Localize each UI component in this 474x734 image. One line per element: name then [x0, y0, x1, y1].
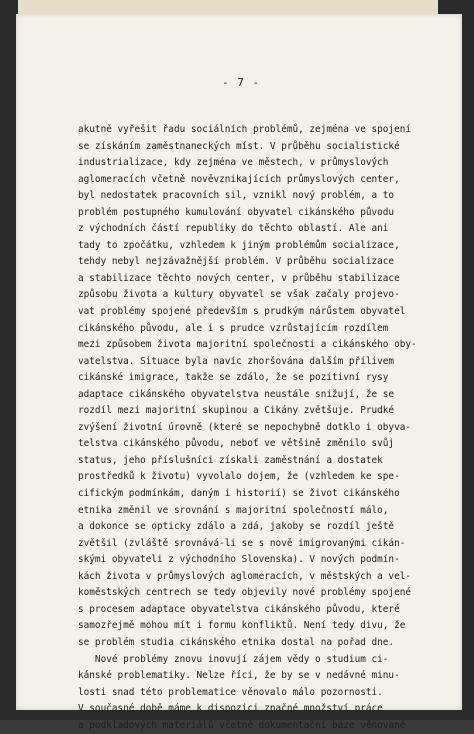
document-page — [16, 14, 462, 731]
text-line: cikánské imigrace, takže se zdálo, že se pozitivní rysy — [78, 372, 389, 384]
text-line: vatelstva. Situace byla navíc zhoršována dalším přílivem — [78, 355, 395, 367]
text-line: rozdíl mezi majoritní skupinou a Cikány zvětšuje. Prudké — [78, 405, 395, 417]
text-line: losti snad této problematice věnovalo málo pozornosti. — [78, 686, 383, 698]
text-line: akutně vyřešit řadu sociálních problémů, zejména ve spojení — [78, 124, 412, 135]
text-line: cikánského původu, ale i s prudce vzrůstajícím rozdílem — [78, 322, 389, 334]
text-line: aglomeracích včetně nověvznikajících průmyslových center, — [78, 173, 400, 185]
text-line: tady to zpočátku, vzhledem k jiným problémům socializace, — [78, 239, 400, 251]
text-line: se získáním zaměstnaneckých míst. V průběhu socialistické — [78, 140, 400, 152]
body-text — [78, 122, 458, 734]
text-line: etnika změnil ve srovnání s majoritní společností málo, — [78, 504, 389, 516]
text-line: kánské problematiky. Nelze říci, že by se v nedávné minu- — [78, 670, 400, 682]
text-line: zvýšení životní úrovně (které se nepochybně dotklo i obyva- — [78, 421, 412, 433]
page-number: - 7 - — [222, 76, 261, 89]
text-line: byl nedostatek pracovních sil, vznikl nový problém, a to — [78, 190, 395, 202]
text-line: způsobu života a kultury obyvatel se však začaly projevo- — [78, 289, 400, 301]
text-line: status, jeho příslušníci získali zaměstnání a dostatek — [78, 454, 383, 466]
text-line: a dokonce se opticky zdálo a zdá, jakoby se rozdíl ještě — [78, 521, 395, 533]
text-line: koměstských centrech se tedy objevily nové problémy spojené — [78, 587, 412, 599]
text-line: telstva cikánského původu, neboť ve většině změnilo svůj — [78, 438, 395, 450]
text-line: s procesem adaptace obyvatelstva cikánského původu, které — [78, 603, 400, 615]
text-line: problém postupného kumulování obyvatel cikánského původu — [78, 206, 395, 218]
text-line: adaptace cikánského obyvatelstva neustále snižují, že se — [78, 388, 395, 400]
text-line: V současné době máme k dispozici značné množství práce — [78, 703, 383, 715]
text-line: samozřejmě mohou mít i formu konfliktů. Není tedy divu, že — [78, 620, 406, 632]
text-line: a stabilizace těchto nových center, v průběhu stabilizace — [78, 272, 400, 284]
text-line: prostředků k životu) vyvolalo dojem, že (vzhledem ke spe- — [78, 471, 400, 483]
text-line: zvětšil (zvláště srovnává-li se s nově imigrovanými cikán- — [78, 537, 406, 549]
text-line: cifickým podmínkám, daným i historií) se život cikánského — [78, 488, 400, 500]
text-line: skými obyvateli z východního Slovenska). V nových podmín- — [78, 554, 400, 566]
text-line: z východních částí republiky do těchto oblastí. Ale ani — [78, 223, 389, 235]
text-line: kách života v průmyslových aglomeracích, v městských a vel- — [78, 570, 412, 582]
underlying-page-edge — [18, 0, 438, 15]
text-line: industrializace, kdy zejména ve městech, v průmyslových — [78, 157, 389, 169]
text-line: mezi způsobem života majoritní společnosti a cikánského oby- — [78, 339, 417, 351]
text-line: a podkladových materiálů včetně dokumentační báze věnované — [78, 719, 406, 731]
text-line: se problém studia cikánského etnika dostal na pořad dne. — [78, 636, 395, 648]
text-line: Nové problémy znovu inovují zájem vědy o studium ci- — [78, 653, 389, 665]
text-line: tehdy nebyl nejzávažnější problém. V průběhu socializace — [78, 256, 395, 268]
text-line: vat problémy spojené především s prudkým nárůstem obyvatel — [78, 306, 406, 318]
